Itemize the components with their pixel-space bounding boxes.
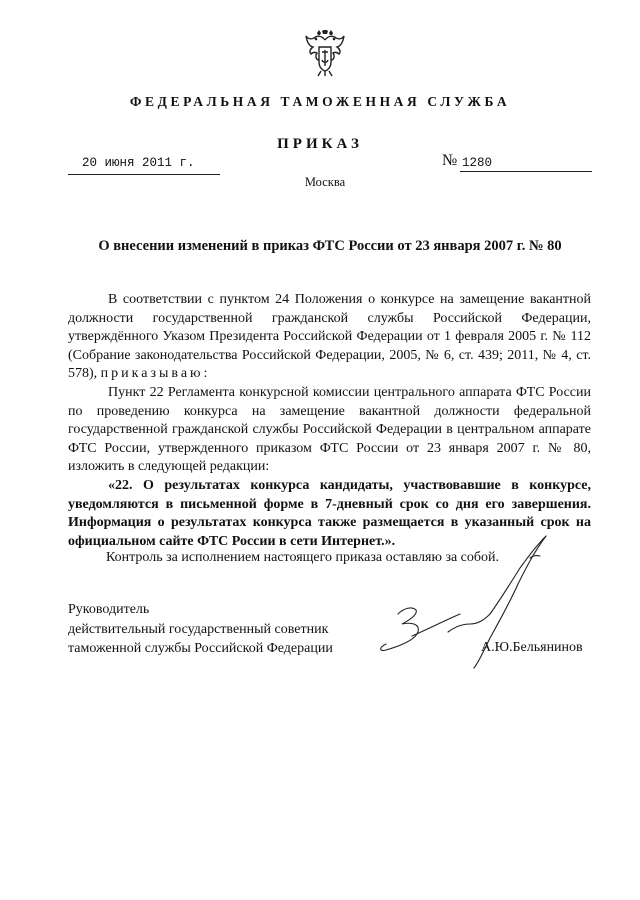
order-number-field [442, 152, 592, 174]
order-keyword: приказываю: [100, 366, 211, 382]
order-title: О внесении изменений в приказ ФТС России от 23 января 2007 г. № 80 [98, 238, 562, 254]
document-type: ПРИКАЗ [277, 136, 363, 152]
coat-of-arms-icon [304, 30, 346, 78]
position-line-2: действительный государственный советник [68, 621, 329, 637]
position-line-3: таможенной службы Российской Федерации [68, 641, 333, 656]
order-body [68, 291, 591, 551]
order-date: 20 июня 2011 г. [68, 156, 220, 175]
order-number: 1280 [460, 156, 592, 172]
position-line-1: Руководитель [68, 602, 150, 617]
paragraph-new-text: «22. О результатах конкурса кандидаты, участвовавшие в конкурсе, уведомляются в письменной форме в 7-дневный срок со дня его завершения. Информация о результатах конкурса также размещается в указанный срок на официальном сайте ФТС России в сети Интернет.». [68, 477, 591, 549]
paragraph-basis [68, 291, 591, 384]
agency-name: ФЕДЕРАЛЬНАЯ ТАМОЖЕННАЯ СЛУЖБА [129, 94, 511, 109]
paragraph-amendment: Пункт 22 Регламента конкурсной комиссии центрального аппарата ФТС России по проведению конкурса на замещение вакантной должности федеральной государственной гражданской службы Российской Федерации в центральном аппарате ФТС России, утвержденного приказом ФТС России от 23 января 2007 г. № 80, изложить в следующей редакции: [68, 384, 591, 475]
paragraph-basis-text: В соответствии с пунктом 24 Положения о конкурсе на замещение вакантной должности государственной гражданской службы Российской Федерации, утверждённого Указом Президента Российской Федерации от 1 февраля 2005 г. № 112 (Собрание законодательства Российской Федерации, 2005, № 6, ст. 439; 2011, № 4, ст. 578), [68, 292, 591, 382]
signer-name: А.Ю.Бельянинов [481, 640, 583, 655]
control-clause: Контроль за исполнением настоящего приказа оставляю за собой. [106, 550, 500, 565]
signatory-position [68, 600, 333, 659]
city: Москва [304, 175, 346, 189]
number-sign: № [442, 152, 458, 169]
